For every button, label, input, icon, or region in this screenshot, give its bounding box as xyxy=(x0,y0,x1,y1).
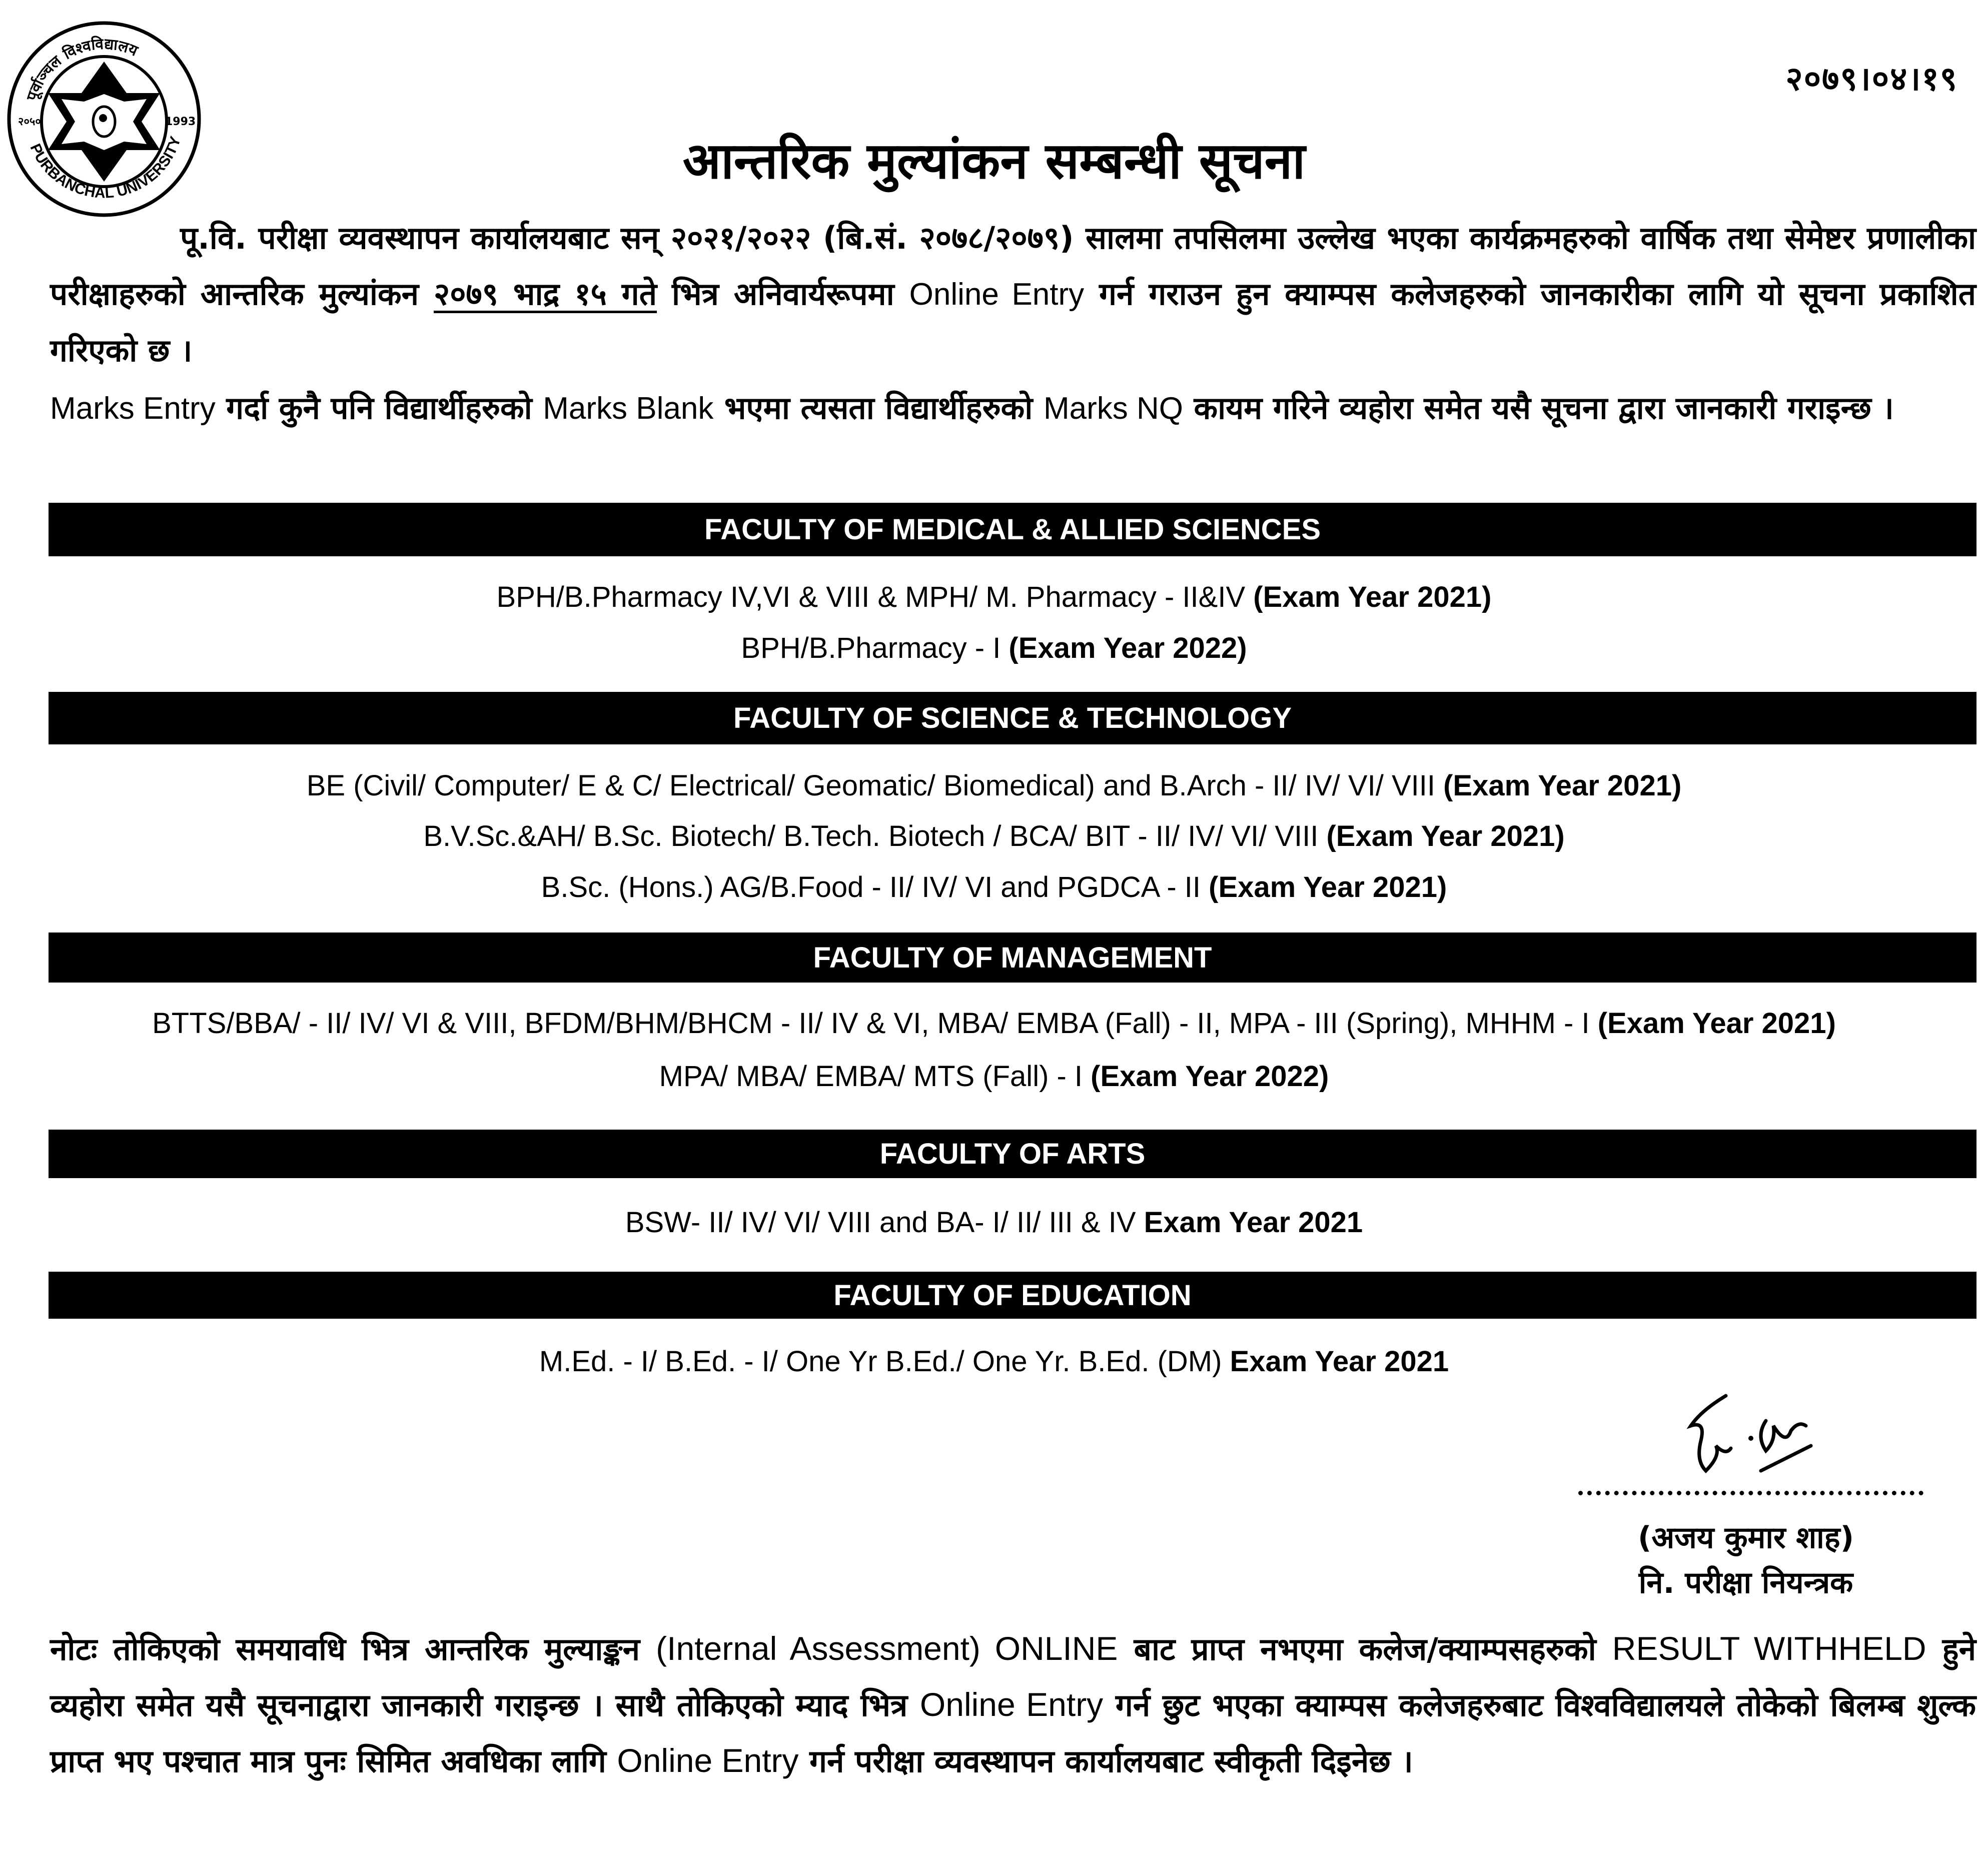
program-text: BE (Civil/ Computer/ E & C/ Electrical/ Geomatic/ Biomedical) and B.Arch - II/ IV/ VI/ VIII xyxy=(306,769,1444,802)
intro-paragraph xyxy=(50,210,1976,379)
notice-date: २०७९।०४।१९ xyxy=(1785,60,1958,98)
faculty-header-medical: FACULTY OF MEDICAL & ALLIED SCIENCES xyxy=(49,503,1976,556)
svg-text:२०५०: २०५० xyxy=(18,116,41,128)
exam-year: (Exam Year 2021) xyxy=(1326,820,1565,852)
signer-name: (अजय कुमार शाह) xyxy=(1637,1520,1854,1555)
signature-icon xyxy=(1671,1391,1836,1476)
note-text: बाट प्राप्त नभएमा कलेज/क्याम्पसहरुको xyxy=(1118,1631,1612,1667)
intro-text: गर्न गराउन हुन क्याम्पस कलेजहरुको जानकारीका लागि यो सूचना प्रकाशित गरिएको छ । xyxy=(50,276,1976,369)
exam-year: Exam Year 2021 xyxy=(1230,1345,1449,1378)
program-text: B.Sc. (Hons.) AG/B.Food - II/ IV/ VI and PGDCA - II xyxy=(541,871,1209,903)
marks-entry-text: Marks Entry xyxy=(50,391,216,426)
exam-year: (Exam Year 2021) xyxy=(1597,1007,1836,1040)
program-line xyxy=(0,1060,1988,1093)
note-text: हुने व्यहोरा समेत यसै सूचनाद्वारा जानकारी गराइन्छ । साथै तोकिएको म्याद भित्र xyxy=(50,1631,1976,1723)
program-line xyxy=(0,1206,1988,1239)
program-line xyxy=(0,1007,1988,1040)
exam-year: (Exam Year 2022) xyxy=(1009,632,1247,664)
online-text: ONLINE xyxy=(980,1630,1118,1667)
program-line xyxy=(0,819,1988,853)
program-text: BTTS/BBA/ - II/ IV/ VI & VIII, BFDM/BHM/BHCM - II/ IV & VI, MBA/ EMBA (Fall) - II, MPA - III (Spring), MHHM - I xyxy=(152,1007,1598,1040)
intro-text: कायम गरिने व्यहोरा समेत यसै सूचना द्वारा जानकारी गराइन्छ । xyxy=(1183,390,1894,426)
faculty-header-education: FACULTY OF EDUCATION xyxy=(49,1272,1976,1319)
exam-year: (Exam Year 2022) xyxy=(1091,1060,1329,1093)
online-entry-text: Online Entry xyxy=(919,1686,1104,1723)
program-line xyxy=(0,580,1988,614)
program-line xyxy=(0,631,1988,665)
note-paragraph xyxy=(50,1621,1976,1789)
intro-text: पू.वि. परीक्षा व्यवस्थापन कार्यालयबाट सन् २०२१/२०२२ (बि.सं. २०७८/२०७९) सालमा तपसिलमा उल्लेख भएका कार्यक्रमहरुको वार्षिक तथा सेमेष्टर प्रणालीका परीक्षाहरुको आन्तरिक मुल्यांकन xyxy=(50,220,1976,312)
svg-text:PURBANCHAL UNIVERSITY: PURBANCHAL UNIVERSITY xyxy=(27,134,185,202)
exam-year: Exam Year 2021 xyxy=(1144,1206,1363,1239)
program-text: MPA/ MBA/ EMBA/ MTS (Fall) - I xyxy=(659,1060,1091,1093)
note-text: तोकिएको समयावधि भित्र आन्तरिक मुल्याङ्कन xyxy=(97,1631,656,1667)
intro-text: गर्दा कुनै पनि विद्यार्थीहरुको xyxy=(215,390,543,426)
exam-year: (Exam Year 2021) xyxy=(1443,769,1682,802)
program-line xyxy=(0,769,1988,802)
handwritten-signature xyxy=(1671,1391,1836,1476)
marks-nq-text: Marks NQ xyxy=(1043,391,1183,426)
program-text: BPH/B.Pharmacy - I xyxy=(741,632,1009,664)
exam-year: (Exam Year 2021) xyxy=(1253,581,1492,613)
note-text: गर्न परीक्षा व्यवस्थापन कार्यालयबाट स्वीकृती दिइनेछ । xyxy=(798,1743,1413,1779)
program-text: M.Ed. - I/ B.Ed. - I/ One Yr B.Ed./ One Yr. B.Ed. (DM) xyxy=(539,1345,1230,1378)
program-line xyxy=(0,1345,1988,1378)
internal-assessment-text: (Internal Assessment) xyxy=(656,1630,980,1667)
intro-text: भएमा त्यसता विद्यार्थीहरुको xyxy=(713,390,1044,426)
svg-text:पूर्वाञ्चल विश्वविद्यालय: पूर्वाञ्चल विश्वविद्यालय xyxy=(23,35,141,103)
note-label: नोटः xyxy=(50,1631,98,1667)
program-text: B.V.Sc.&AH/ B.Sc. Biotech/ B.Tech. Biotech / BCA/ BIT - II/ IV/ VI/ VIII xyxy=(423,820,1327,852)
notice-title: आन्तरिक मुल्यांकन सम्बन्धी सूचना xyxy=(682,132,1306,190)
faculty-header-arts: FACULTY OF ARTS xyxy=(49,1130,1976,1178)
marks-blank-text: Marks Blank xyxy=(543,391,714,426)
marks-entry-paragraph xyxy=(50,380,1976,437)
faculty-header-science-technology: FACULTY OF SCIENCE & TECHNOLOGY xyxy=(49,692,1976,744)
svg-text:1993: 1993 xyxy=(165,116,196,128)
signature-line xyxy=(1578,1491,1923,1495)
intro-text: भित्र अनिवार्यरूपमा xyxy=(657,276,909,312)
program-text: BPH/B.Pharmacy IV,VI & VIII & MPH/ M. Pharmacy - II&IV xyxy=(496,581,1254,613)
note-text: गर्न छुट भएका क्याम्पस कलेजहरुबाट विश्वविद्यालयले तोकेको बिलम्ब शुल्क प्राप्त भए पश्चात मात्र पुनः सिमित अवधिका लागि xyxy=(50,1687,1976,1779)
program-text: BSW- II/ IV/ VI/ VIII and BA- I/ II/ III & IV xyxy=(625,1206,1144,1239)
deadline-date: २०७९ भाद्र १५ गते xyxy=(433,276,657,312)
online-entry-text: Online Entry xyxy=(909,277,1085,312)
faculty-header-management: FACULTY OF MANAGEMENT xyxy=(49,933,1976,983)
online-entry-text: Online Entry xyxy=(617,1742,799,1779)
program-line xyxy=(0,870,1988,904)
result-withheld-text: RESULT WITHHELD xyxy=(1612,1630,1926,1667)
signer-designation: नि. परीक्षा नियन्त्रक xyxy=(1638,1565,1853,1600)
exam-year: (Exam Year 2021) xyxy=(1209,871,1447,903)
